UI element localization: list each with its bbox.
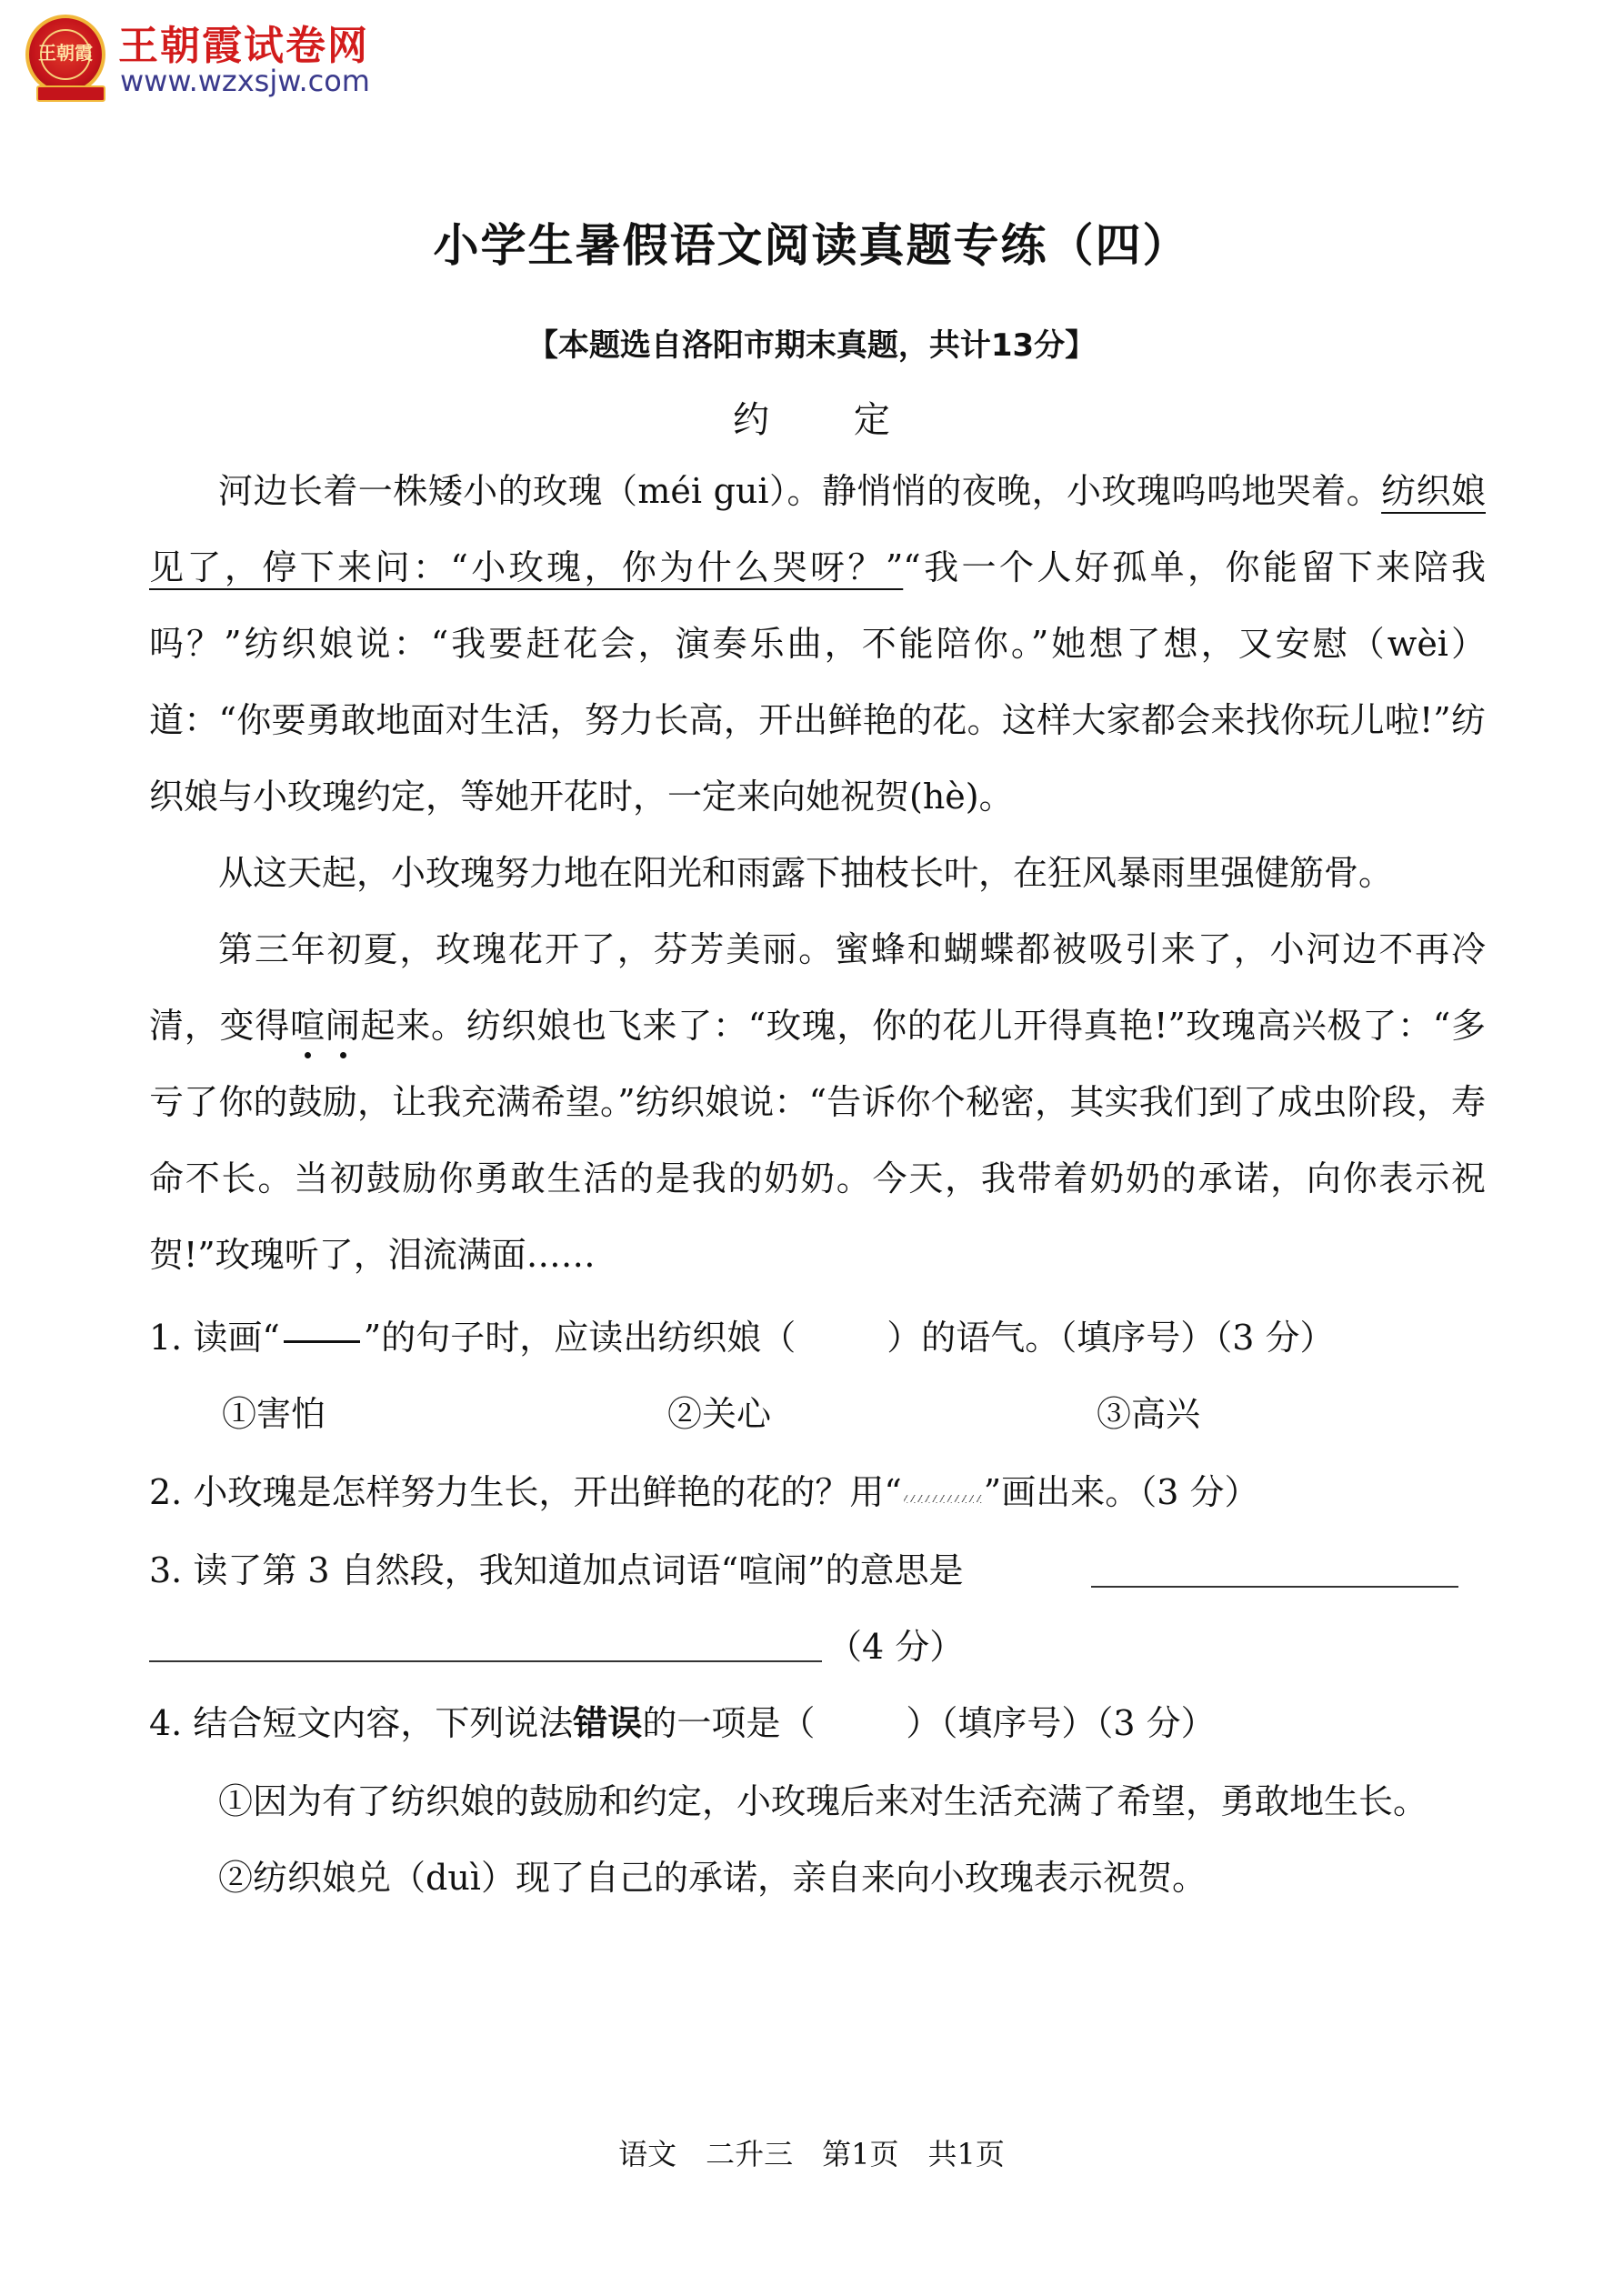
seal-text: 王朝霞 [38, 42, 93, 64]
q4-text-c: ）（填序号）（3 分） [906, 1703, 1216, 1743]
paragraph-1-text-b: “我一个人好孤单，你能留下来陪我吗？”纺织娘说：“我要赶花会，演奏乐曲，不能陪你。”她想了想，又安慰（wèi）道：“你要勇敢地面对生活，努力长高，开出鲜艳的花。这样大家都会来找你玩儿啦!”纺织娘与小玫瑰约定，等她开花时，一定来向她祝贺(hè)。 [149, 547, 1486, 817]
paragraph-3-text-a: 第三年初夏，玫瑰花开了，芬芳美丽。蜜蜂和蝴蝶都被吸引来了，小河边不再冷清，变得 [149, 929, 1486, 1046]
q4-keyword: 错误 [573, 1702, 643, 1743]
paragraph-1-text-a: 河边长着一株矮小的玫瑰（méi gui）。静悄悄的夜晚，小玫瑰呜呜地哭着。 [218, 471, 1382, 511]
q3-answer-line-2[interactable] [149, 1660, 822, 1662]
question-1 [149, 1309, 1486, 1359]
passage-title: 约 定 [733, 399, 927, 441]
dotted-char-2: 闹 [325, 1006, 361, 1046]
q1-option-3: ③高兴 [1097, 1394, 1201, 1434]
brand-name: 王朝霞试卷网 [118, 23, 369, 69]
q3-score: （4 分） [827, 1627, 965, 1667]
question-3: 3. 读了第 3 自然段，我知道加点词语“喧闹”的意思是 [149, 1550, 964, 1590]
paragraph-1 [149, 453, 1486, 835]
q4-text-a: 4. 结合短文内容，下列说法 [149, 1703, 574, 1743]
brand-url[interactable]: www.wzxsjw.com [120, 64, 370, 98]
q1-option-2: ②关心 [667, 1394, 772, 1434]
q4-option-2: ②纺织娘兑（duì）现了自己的承诺，亲自来向小玫瑰表示祝贺。 [218, 1858, 1207, 1898]
seal-icon [25, 15, 105, 95]
page-title: 小学生暑假语文阅读真题专练（四） [433, 219, 1190, 272]
q1-text-a: 1. 读画“ [149, 1318, 280, 1358]
question-4 [149, 1695, 1486, 1745]
q1-option-1: ①害怕 [222, 1394, 326, 1434]
underline-sample [284, 1339, 360, 1343]
q3-answer-line-1[interactable] [1091, 1586, 1458, 1588]
q4-text-b: 的一项是（ [642, 1703, 816, 1743]
page-footer: 语文 二升三 第1页 共1页 [618, 2137, 1005, 2171]
q4-option-1: ①因为有了纺织娘的鼓励和约定，小玫瑰后来对生活充满了希望，勇敢地生长。 [218, 1781, 1428, 1821]
brand-logo [25, 13, 407, 104]
underlined-sentence: 纺织娘见了，停下来问：“小玫瑰，你为什么哭呀？” [149, 471, 1486, 587]
paragraph-3 [149, 911, 1486, 1293]
paragraph-3-text-b: 起来。纺织娘也飞来了：“玫瑰，你的花儿开得真艳!”玫瑰高兴极了：“多亏了你的鼓励，让我充满希望。”纺织娘说：“告诉你个秘密，其实我们到了成虫阶段，寿命不长。当初鼓励你勇敢生活的是我的奶奶。今天，我带着奶奶的承诺，向你表示祝贺!”玫瑰听了，泪流满面…… [149, 1006, 1486, 1275]
passage-body [149, 453, 1486, 1293]
wavy-line-sample [904, 1495, 982, 1503]
question-2 [149, 1464, 1486, 1514]
dotted-char-1: 喧 [290, 1006, 326, 1046]
q2-text-b: ”画出来。（3 分） [983, 1472, 1259, 1512]
q1-text-c: ）的语气。（填序号）（3 分） [887, 1318, 1335, 1358]
q1-text-b: ”的句子时，应读出纺织娘（ [363, 1318, 796, 1358]
q2-text-a: 2. 小玫瑰是怎样努力生长，开出鲜艳的花的？用“ [149, 1472, 902, 1512]
paragraph-2: 从这天起，小玫瑰努力地在阳光和雨露下抽枝长叶，在狂风暴雨里强健筋骨。 [218, 853, 1394, 893]
source-note: 【本题选自洛阳市期末真题，共计13分】 [526, 327, 1097, 364]
